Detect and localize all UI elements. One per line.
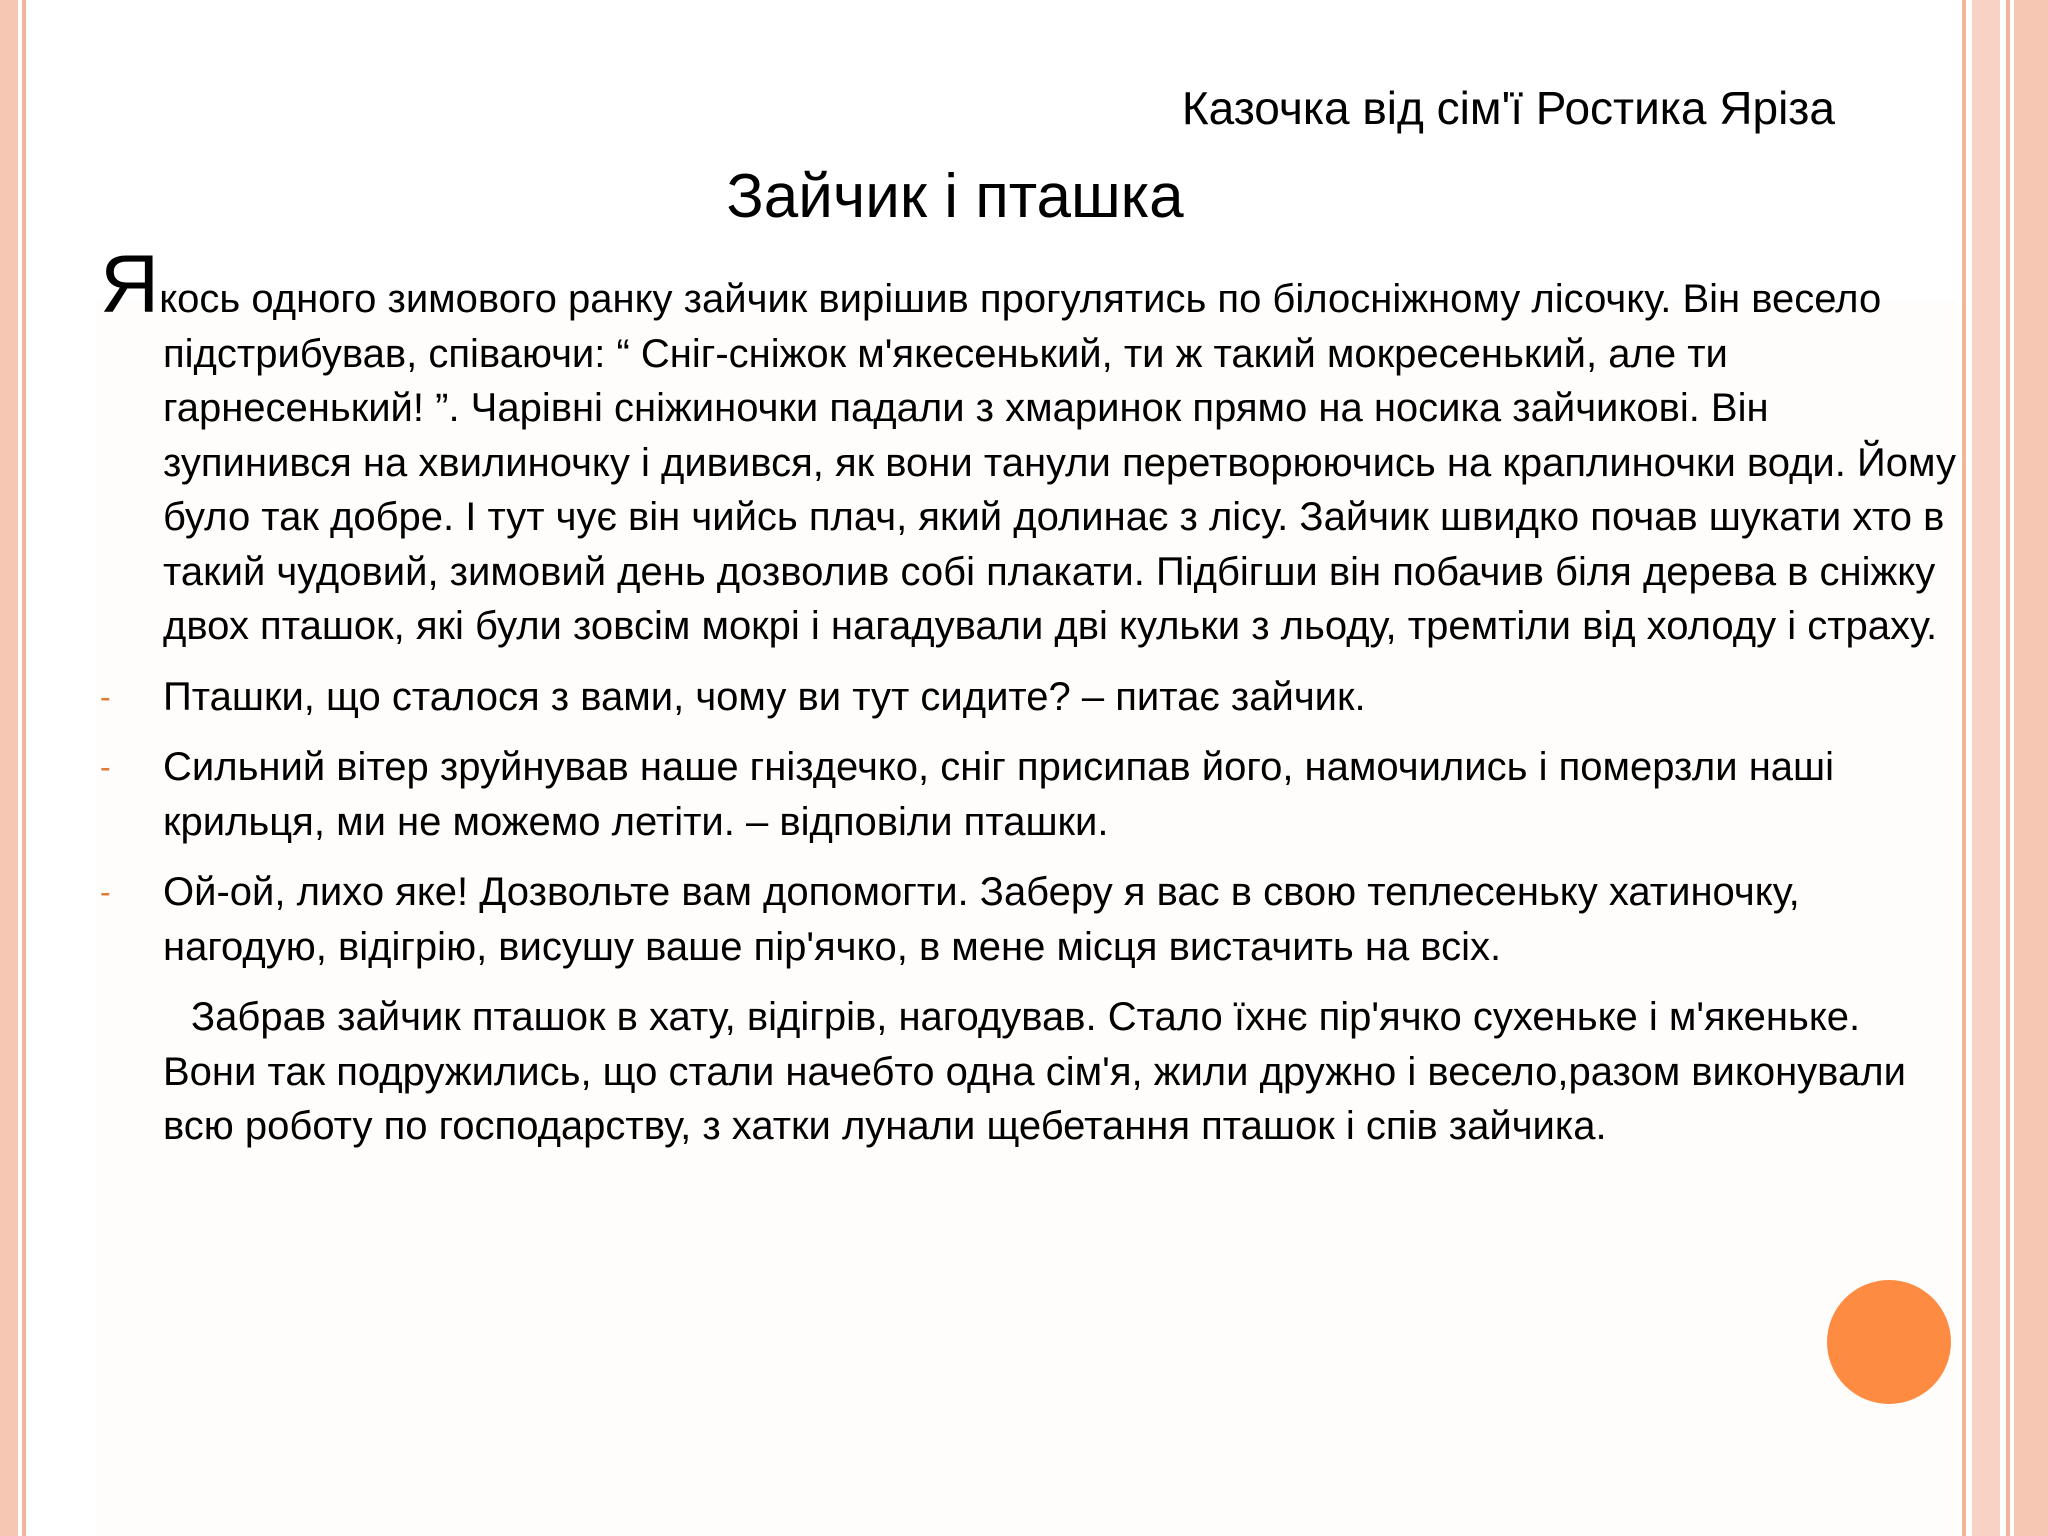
dash-bullet-icon: - xyxy=(100,749,111,785)
right-border-band-outer xyxy=(2014,0,2048,1536)
closing-paragraph: Забрав зайчик пташок в хату, відігрів, нагодував. Стало їхнє пір'ячко сухеньке і м'якеньке. Вони так подружились, що стали начебто одна сім'я, жили дружно і весело,разом виконували всю роботу по господарству, з хатки лунали щебетання пташок і спів зайчика. xyxy=(163,995,1906,1148)
story-text xyxy=(100,239,1960,1154)
drop-cap: Я xyxy=(100,239,160,330)
right-border-line-outer xyxy=(2006,0,2010,1536)
right-border-line xyxy=(1962,0,1966,1536)
page-title: Зайчик і пташка xyxy=(726,162,1184,231)
dialog-line xyxy=(100,670,1960,725)
dialog-line xyxy=(100,865,1960,974)
dialog-line-text: Сильний вітер зруйнував наше гніздечко, сніг присипав його, намочились і померзли наші крильця, ми не можемо летіти. – відповіли пташки. xyxy=(163,745,1835,844)
opening-paragraph xyxy=(100,239,1960,654)
dash-bullet-icon: - xyxy=(100,874,111,910)
opening-paragraph-text: кось одного зимового ранку зайчик вирішив прогулятись по білосніжному лісочку. Він весело підстрибував, співаючи: “ Сніг-сніжок м'якесенький, ти ж такий мокресенький, але ти гарнесенький! ”. Чарівні сніжиночки падали з хмаринок прямо на носика зайчикові. Він зупинився на хвилиночку і дивився, як вони танули перетворюючись на краплиночки води. Йому було так добре. І тут чує він чийсь плач, який долинає з лісу. Зайчик швидко почав шукати хто в такий чудовий, зимовий день дозволив собі плакати. Підбігши він побачив біля дерева в сніжку двох пташок, які були зовсім мокрі і нагадували дві кульки з льоду, тремтіли від холоду і страху. xyxy=(159,277,1956,648)
decorative-circle xyxy=(1827,1280,1951,1404)
dialog-line-text: Ой-ой, лихо яке! Дозвольте вам допомогти. Заберу я вас в свою теплесеньку хатиночку, нагодую, відігрію, висушу ваше пір'ячко, в мене місця вистачить на всіх. xyxy=(163,870,1800,969)
dash-bullet-icon: - xyxy=(100,678,111,715)
subtitle: Казочка від сім'ї Ростика Яріза xyxy=(1181,82,1835,134)
dialog-line xyxy=(100,740,1960,849)
right-border-band xyxy=(1972,0,2000,1536)
dialog-line-text: Пташки, що сталося з вами, чому ви тут сидите? – питає зайчик. xyxy=(163,674,1366,719)
